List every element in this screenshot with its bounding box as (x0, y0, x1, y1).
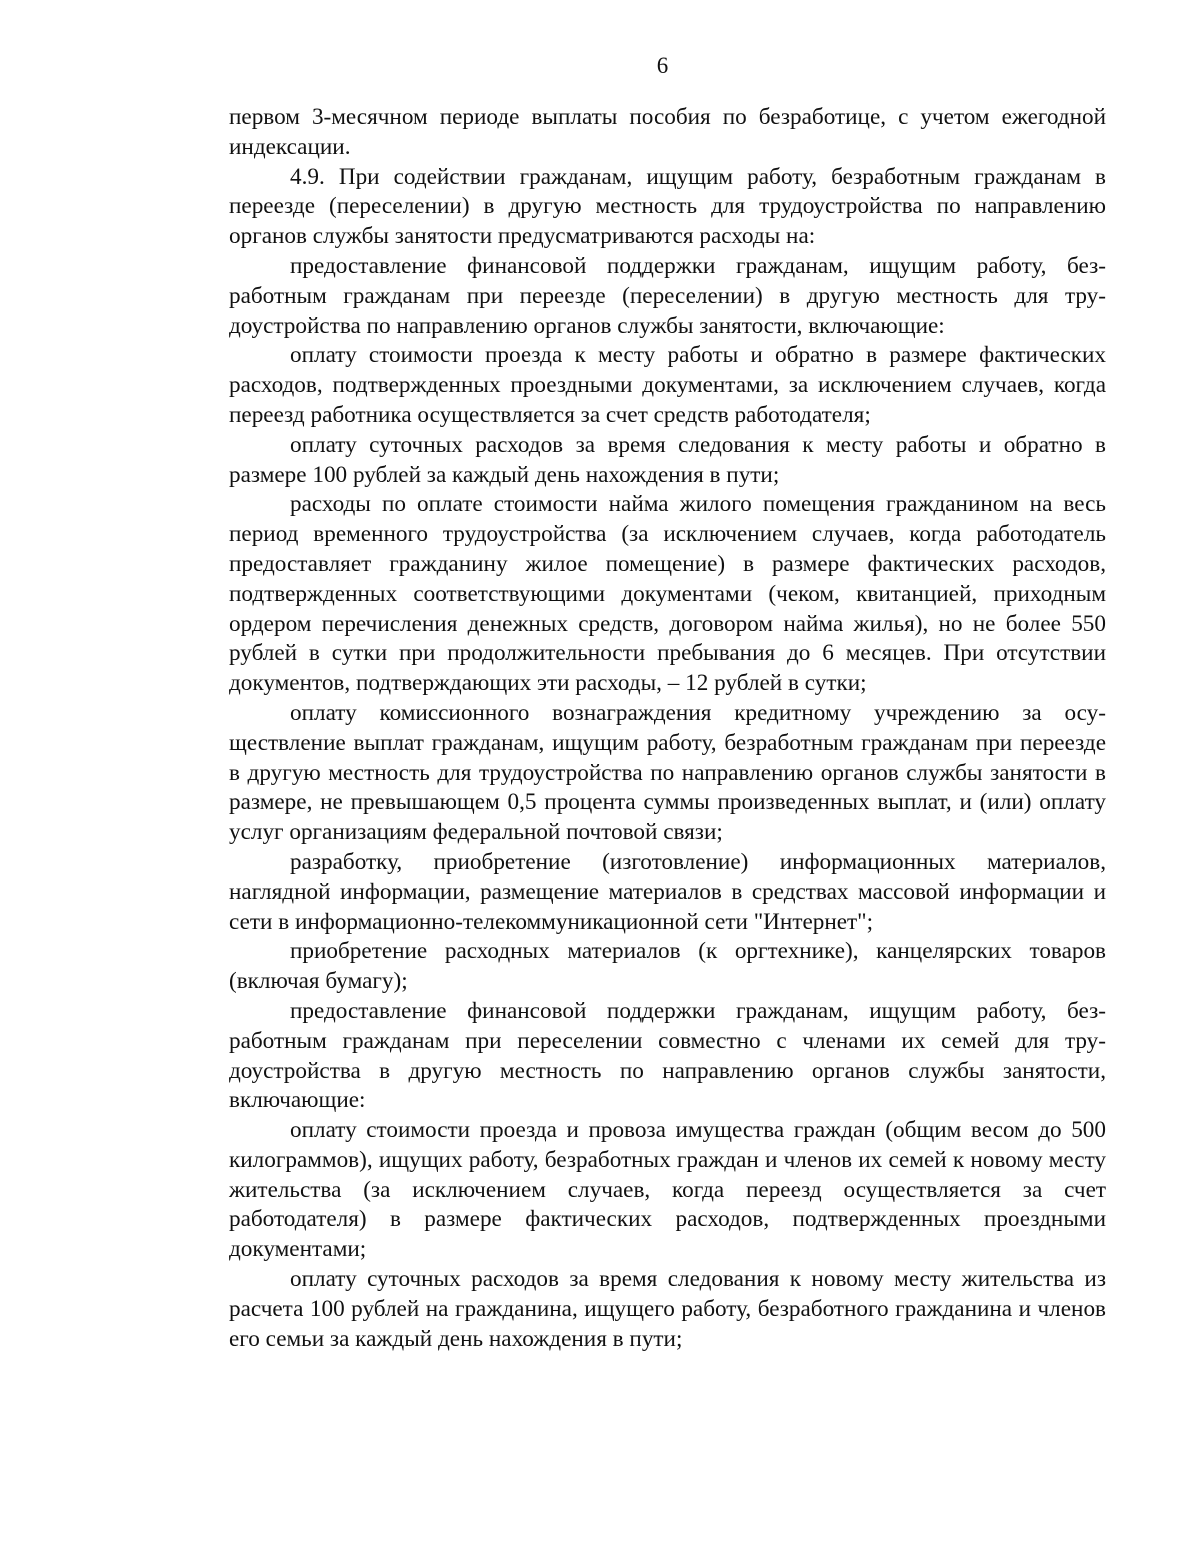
paragraph: предоставление финансовой поддержки гражданам, ищущим работу, безработным гражданам при переезде (переселении) в другую местность для трудоустройства по направлению органов службы занятости, включающие: (229, 252, 1106, 339)
paragraph: расходы по оплате стоимости найма жилого помещения гражданином на весь период временного трудоустройства (за исключением случаев, когда работодатель предоставляет гражданину жилое помещение) в размере фактических расходов, подтвержденных соответствующими документами (чеком, квитанцией, приходным ордером перечисления денежных средств, договором найма жилья), но не более 550 рублей в сутки при продолжительности пребывания до 6 месяцев. При отсутствии документов, подтверждающих эти расходы, – 12 рублей в сутки; (229, 491, 1106, 697)
document-body (229, 103, 1106, 1354)
paragraph: приобретение расходных материалов (к оргтехнике), канцелярских товаров (включая бумагу); (229, 938, 1106, 995)
paragraph: оплату стоимости проезда и провоза имущества граждан (общим весом до 500 килограммов), ищущих работу, безработных граждан и членов их семей к новому месту жительства (за исключением случаев, когда переезд осуществляется за счет работодателя) в размере фактических расходов, подтвержденных проездными документами; (229, 1117, 1106, 1263)
paragraph: разработку, приобретение (изготовление) информационных материалов, наглядной информации, размещение материалов в средствах массовой информации и сети в информационно-телекоммуникационной сети "Интернет"; (229, 848, 1106, 935)
paragraph: оплату суточных расходов за время следования к месту работы и обратно в размере 100 рублей за каждый день нахождения в пути; (229, 431, 1106, 488)
paragraph: предоставление финансовой поддержки гражданам, ищущим работу, безработным гражданам при переселении совместно с членами их семей для трудоустройства в другую местность по направлению органов службы занятости, включающие: (229, 997, 1106, 1114)
paragraph: оплату комиссионного вознаграждения кредитному учреждению за осуществление выплат гражданам, ищущим работу, безработным гражданам при переезде в другую местность для трудоустройства по направлению органов службы занятости в размере, не превышающем 0,5 процента суммы произведенных выплат, и (или) оплату услуг организациям федеральной почтовой связи; (229, 699, 1106, 846)
paragraph: первом 3-месячном периоде выплаты пособия по безработице, с учетом ежегодной индексации. (229, 104, 1106, 160)
paragraph: оплату суточных расходов за время следования к новому месту жительства из расчета 100 рублей на гражданина, ищущего работу, безработного гражданина и членов его семьи за каждый день нахождения в пути; (229, 1266, 1106, 1352)
page-number: 6 (656, 53, 669, 78)
paragraph: оплату стоимости проезда к месту работы и обратно в размере фактических расходов, подтвержденных проездными документами, за исключением случаев, когда переезд работника осуществляется за счет средств работодателя; (229, 342, 1106, 428)
paragraph: 4.9. При содействии гражданам, ищущим работу, безработным гражданам в переезде (переселении) в другую местность для трудоустройства по направлению органов службы занятости предусматриваются расходы на: (229, 163, 1106, 250)
